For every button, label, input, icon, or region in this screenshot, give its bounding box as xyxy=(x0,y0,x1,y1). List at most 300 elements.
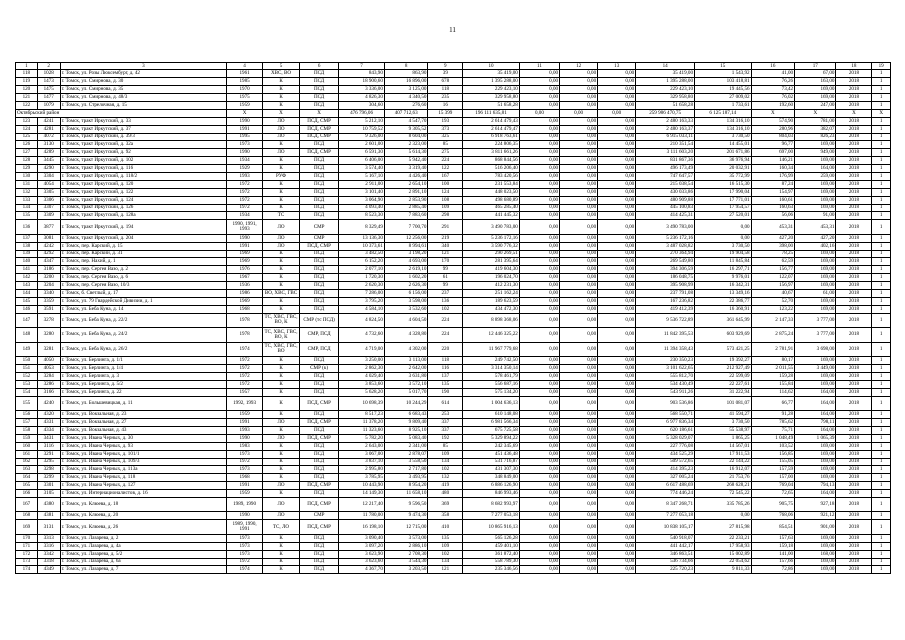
work-flag-cell: 1 xyxy=(872,290,891,298)
address-cell: г. Томск, ул. Ивана Черных, д. 113а xyxy=(60,466,227,474)
total-area-cell: 14 149,30 xyxy=(339,490,385,498)
work-kind-cell: К xyxy=(263,180,300,188)
cost-local-cell: 0,00 xyxy=(598,258,636,266)
cost-owners-cell: 10 838 105,17 xyxy=(636,520,695,535)
cost-budget-cell: 0,00 xyxy=(560,342,598,357)
cost-extra-cell: 573 421,25 xyxy=(695,342,752,357)
work-type-cell: ПСД xyxy=(300,141,339,149)
residents-cell: 337 xyxy=(428,419,463,427)
cost-extra-cell: 16 515,30 xyxy=(695,180,752,188)
work-kind-cell: РУФ xyxy=(263,172,300,180)
max-unit-cost-cell: 781,00 xyxy=(795,117,836,125)
work-type-cell: СМР xyxy=(300,512,339,520)
register-table xyxy=(15,62,891,574)
cost-budget-cell: 0,00 xyxy=(560,458,598,466)
row-number-cell: 153 xyxy=(16,380,38,388)
planned-year-cell: 2018 xyxy=(836,125,872,133)
work-type-cell: ПСД xyxy=(300,282,339,290)
address-cell: г. Томск, ул. Стрелочная, д. 15 xyxy=(60,101,227,109)
total-cost-cell: 51 658,28 xyxy=(463,101,520,109)
unit-cost-cell: 574,90 xyxy=(751,117,795,125)
build-year-cell: 1973 xyxy=(227,450,263,458)
row-number-cell: 129 xyxy=(16,165,38,173)
work-flag-cell: 1 xyxy=(872,497,891,512)
living-area-cell: 2 654,10 xyxy=(384,180,428,188)
column-number: 18 xyxy=(836,63,872,70)
work-type-cell: ПСД xyxy=(300,550,339,558)
address-cell: г. Томск, пер. Сергея Вазо, д. 2 xyxy=(60,266,227,274)
total-area-cell: 3 336,00 xyxy=(339,86,385,94)
house-id-cell: 4241 xyxy=(37,117,60,125)
total-cost-cell: 10 865 916,13 xyxy=(463,520,520,535)
cost-budget-cell: 0,00 xyxy=(560,466,598,474)
planned-year-cell: 2018 xyxy=(836,466,872,474)
unit-cost-cell: 155,05 xyxy=(751,458,795,466)
cost-local-cell: 0,00 xyxy=(598,297,636,305)
living-area-cell: 8 604,00 xyxy=(384,133,428,141)
cost-budget-cell: 0,00 xyxy=(560,490,598,498)
row-number-cell: 168 xyxy=(16,512,38,520)
table-row xyxy=(16,342,891,357)
house-id-cell: 4289 xyxy=(37,149,60,157)
row-number-cell: 131 xyxy=(16,180,38,188)
cost-owners-cell: 270 364,94 xyxy=(636,250,695,258)
residents-cell: 124 xyxy=(428,188,463,196)
unit-cost-cell: 41,00 xyxy=(751,70,795,78)
unit-cost-cell: 156,97 xyxy=(751,282,795,290)
table-row xyxy=(16,141,891,149)
build-year-cell: 1973 xyxy=(227,542,263,550)
table-row xyxy=(16,305,891,313)
unit-cost-cell: 72,86 xyxy=(751,566,795,574)
address-cell: г. Томск, тракт Иркутский, д. 204 xyxy=(60,234,227,242)
address-cell: г. Томск, ул. Лазарева, д. 2 xyxy=(60,534,227,542)
column-number-row xyxy=(16,63,891,70)
house-id-cell: 3295 xyxy=(37,458,60,466)
house-id-cell: 4381 xyxy=(37,512,60,520)
work-flag-cell: 1 xyxy=(872,188,891,196)
build-year-cell: 1969 xyxy=(227,258,263,266)
table-row xyxy=(16,396,891,411)
work-flag-cell: 1 xyxy=(872,373,891,381)
cost-extra-cell: 15 002,89 xyxy=(695,550,752,558)
build-year-cell: 1972 xyxy=(227,188,263,196)
work-type-cell: ПСД xyxy=(300,180,339,188)
max-unit-cost-cell: 168,00 xyxy=(795,550,836,558)
build-year-cell: 1970 xyxy=(227,86,263,94)
work-flag-cell: 1 xyxy=(872,234,891,242)
column-number: 15 xyxy=(695,63,752,70)
work-type-cell: ПСД xyxy=(300,450,339,458)
cost-extra-cell: 1 733,61 xyxy=(695,101,752,109)
total-cost-cell: 783 420,56 xyxy=(463,172,520,180)
total-area-cell: 5 212,10 xyxy=(339,117,385,125)
row-number-cell: 122 xyxy=(16,101,38,109)
living-area-cell: 16 896,00 xyxy=(384,78,428,86)
living-area-cell: 2 853,90 xyxy=(384,196,428,204)
total-cost-cell: 3 490 783,00 xyxy=(463,220,520,235)
living-area-cell: 9 474,30 xyxy=(384,512,428,520)
cost-extra-cell: 19 392,27 xyxy=(695,357,752,365)
max-unit-cost-cell: 1 065,39 xyxy=(795,434,836,442)
max-unit-cost-cell: 169,00 xyxy=(795,442,836,450)
row-number-cell: 174 xyxy=(16,566,38,574)
total-cost-cell: 35 419,00 xyxy=(463,70,520,78)
cost-budget-cell: 0,00 xyxy=(560,94,598,102)
row-number-cell: 136 xyxy=(16,220,38,235)
living-area-cell: 9 596,50 xyxy=(384,497,428,512)
cost-extra-cell: 22 233,21 xyxy=(695,534,752,542)
subtotal-cell: 476 796,06 xyxy=(339,109,385,117)
build-year-cell: 1989, 1990, 1991 xyxy=(227,520,263,535)
living-area-cell: 8 994,61 xyxy=(384,242,428,250)
row-number-cell: 130 xyxy=(16,172,38,180)
planned-year-cell: 2018 xyxy=(836,396,872,411)
table-row xyxy=(16,133,891,141)
cost-local-cell: 0,00 xyxy=(598,78,636,86)
cost-owners-cell: 831 867,36 xyxy=(636,157,695,165)
total-cost-cell: 5 236 172,16 xyxy=(463,234,520,242)
cost-owners-cell: 3 101 622,65 xyxy=(636,365,695,373)
work-flag-cell: 1 xyxy=(872,125,891,133)
total-area-cell: 4 824,50 xyxy=(339,313,385,328)
max-unit-cost-cell: 169,00 xyxy=(795,380,836,388)
planned-year-cell: 2018 xyxy=(836,70,872,78)
build-year-cell: 1934 xyxy=(227,212,263,220)
total-area-cell: 5 782,20 xyxy=(339,434,385,442)
address-cell: г. Томск, ул. Вокзальная, д. 27 xyxy=(60,419,227,427)
work-type-cell: СМР (тс ПСД) xyxy=(300,313,339,328)
house-id-cell: 3131 xyxy=(37,520,60,535)
work-kind-cell: К xyxy=(263,550,300,558)
cost-local-cell: 0,00 xyxy=(598,220,636,235)
cost-owners-cell: 419 412,39 xyxy=(636,305,695,313)
living-area-cell: 3 125,00 xyxy=(384,86,428,94)
max-unit-cost-cell: 169,00 xyxy=(795,250,836,258)
row-number-cell: 143 xyxy=(16,282,38,290)
cost-budget-cell: 0,00 xyxy=(560,117,598,125)
address-cell: г. Томск, ул. Лазарева, д. 4а xyxy=(60,542,227,550)
cost-local-cell: 0,00 xyxy=(598,411,636,419)
work-type-cell: СМР (к) xyxy=(300,365,339,373)
living-area-cell: 2 626,30 xyxy=(384,282,428,290)
house-id-cell: 3359 xyxy=(37,297,60,305)
table-row xyxy=(16,274,891,282)
house-id-cell: 3105 xyxy=(37,490,60,498)
cost-fund-cell: 0,00 xyxy=(519,373,559,381)
cost-fund-cell: 0,00 xyxy=(519,442,559,450)
residents-cell: 480 xyxy=(428,490,463,498)
cost-owners-cell: 555 812,70 xyxy=(636,373,695,381)
total-area-cell: 3 795,20 xyxy=(339,297,385,305)
address-cell: г. Томск, ул. Лазарева, д. 7 xyxy=(60,566,227,574)
unit-cost-cell: 2 875,24 xyxy=(751,328,795,343)
cost-budget-cell: 0,00 xyxy=(560,396,598,411)
total-cost-cell: 1 004 636,13 xyxy=(463,396,520,411)
cost-owners-cell: 747 647,57 xyxy=(636,172,695,180)
cost-owners-cell: 230 350,23 xyxy=(636,357,695,365)
subtotal-cell: 0,00 xyxy=(598,109,636,117)
table-row xyxy=(16,78,891,86)
work-kind-cell: К xyxy=(263,188,300,196)
cost-fund-cell: 0,00 xyxy=(519,101,559,109)
house-id-cell: 4292 xyxy=(37,250,60,258)
house-id-cell: 4072 xyxy=(37,133,60,141)
cost-extra-cell: 22 054,62 xyxy=(695,558,752,566)
house-id-cell: 3877 xyxy=(37,220,60,235)
total-cost-cell: 556 687,16 xyxy=(463,380,520,388)
cost-local-cell: 0,00 xyxy=(598,490,636,498)
total-cost-cell: 251 162,24 xyxy=(463,290,520,298)
cost-local-cell: 0,00 xyxy=(598,94,636,102)
work-type-cell: ПСД, СМР xyxy=(300,482,339,490)
cost-owners-cell: 2 480 163,33 xyxy=(636,117,695,125)
work-kind-cell: ЛО xyxy=(263,482,300,490)
unit-cost-cell: 73,42 xyxy=(751,86,795,94)
row-number-cell: 133 xyxy=(16,196,38,204)
total-area-cell: 8 329,49 xyxy=(339,220,385,235)
work-kind-cell: ЛО xyxy=(263,117,300,125)
cost-budget-cell: 0,00 xyxy=(560,373,598,381)
work-flag-cell: 1 xyxy=(872,274,891,282)
planned-year-cell: 2018 xyxy=(836,482,872,490)
work-flag-cell: 1 xyxy=(872,566,891,574)
work-kind-cell: К xyxy=(263,357,300,365)
house-id-cell: 4380 xyxy=(37,497,60,512)
cost-extra-cell: 22 144,22 xyxy=(695,458,752,466)
unit-cost-cell: 192,60 xyxy=(751,101,795,109)
unit-cost-cell: 155,84 xyxy=(751,380,795,388)
planned-year-cell: 2018 xyxy=(836,274,872,282)
house-id-cell: 3307 xyxy=(37,204,60,212)
column-number: 8 xyxy=(384,63,428,70)
build-year-cell: 1961 xyxy=(227,70,263,78)
cost-local-cell: 0,00 xyxy=(598,520,636,535)
cost-fund-cell: 0,00 xyxy=(519,534,559,542)
cost-budget-cell: 0,00 xyxy=(560,442,598,450)
address-cell: г. Томск, ул. Ивана Черных, д. 118 xyxy=(60,474,227,482)
work-kind-cell: К xyxy=(263,365,300,373)
row-number-cell: 152 xyxy=(16,373,38,381)
column-number: 6 xyxy=(300,63,339,70)
planned-year-cell: 2018 xyxy=(836,497,872,512)
work-flag-cell: 1 xyxy=(872,133,891,141)
planned-year-cell: 2018 xyxy=(836,250,872,258)
house-id-cell: 4050 xyxy=(37,357,60,365)
residents-cell: 219 xyxy=(428,234,463,242)
unit-cost-cell: 80,17 xyxy=(751,357,795,365)
work-type-cell: ПСД xyxy=(300,101,339,109)
work-kind-cell: ЛО xyxy=(263,497,300,512)
unit-cost-cell: 905,75 xyxy=(751,497,795,512)
total-area-cell: 8 523,30 xyxy=(339,212,385,220)
register-rows xyxy=(16,70,891,574)
living-area-cell: 3 198,20 xyxy=(384,250,428,258)
work-type-cell: ПСД xyxy=(300,411,339,419)
planned-year-cell: 2018 xyxy=(836,133,872,141)
cost-extra-cell: 16 297,71 xyxy=(695,266,752,274)
max-unit-cost-cell: 453,31 xyxy=(795,220,836,235)
living-area-cell: 6 156,00 xyxy=(384,290,428,298)
cost-local-cell: 0,00 xyxy=(598,442,636,450)
build-year-cell: 1969 xyxy=(227,297,263,305)
cost-budget-cell: 0,00 xyxy=(560,133,598,141)
cost-extra-cell: 27 815,98 xyxy=(695,520,752,535)
living-area-cell: 9 305,52 xyxy=(384,125,428,133)
cost-owners-cell: 186 048,75 xyxy=(636,274,695,282)
address-cell: г. Томск, тракт Иркутский, д. 92 xyxy=(60,149,227,157)
cost-budget-cell: 0,00 xyxy=(560,196,598,204)
residents-cell: 410 xyxy=(428,520,463,535)
cost-budget-cell: 0,00 xyxy=(560,165,598,173)
column-number: 16 xyxy=(751,63,795,70)
work-flag-cell: 1 xyxy=(872,250,891,258)
living-area-cell: 276,60 xyxy=(384,101,428,109)
address-cell: г. Томск, ул. Берлинга, д. 1/1 xyxy=(60,357,227,365)
work-kind-cell: ЛО xyxy=(263,434,300,442)
planned-year-cell: 2018 xyxy=(836,357,872,365)
residents-cell: 135 xyxy=(428,534,463,542)
table-row xyxy=(16,297,891,305)
total-cost-cell: 565 126,28 xyxy=(463,534,520,542)
row-number-cell: 134 xyxy=(16,204,38,212)
living-area-cell: 11 658,10 xyxy=(384,490,428,498)
cost-fund-cell: 0,00 xyxy=(519,466,559,474)
address-cell: г. Томск, ул. Ивана Черных, д. 101/1 xyxy=(60,450,227,458)
work-flag-cell: 1 xyxy=(872,117,891,125)
work-flag-cell: 1 xyxy=(872,305,891,313)
max-unit-cost-cell: 169,00 xyxy=(795,566,836,574)
cost-local-cell: 0,00 xyxy=(598,188,636,196)
work-kind-cell: ТС xyxy=(263,212,300,220)
table-row xyxy=(16,357,891,365)
work-type-cell: ПСД xyxy=(300,196,339,204)
total-area-cell: 11 780,00 xyxy=(339,512,385,520)
residents-cell: 102 xyxy=(428,305,463,313)
house-id-cell: 3130 xyxy=(37,141,60,149)
total-cost-cell: 5 329 894,22 xyxy=(463,434,520,442)
cost-fund-cell: 0,00 xyxy=(519,70,559,78)
residents-cell: 122 xyxy=(428,165,463,173)
cost-local-cell: 0,00 xyxy=(598,426,636,434)
total-cost-cell: 361 872,40 xyxy=(463,550,520,558)
work-kind-cell: К xyxy=(263,411,300,419)
total-area-cell: 5 628,20 xyxy=(339,388,385,396)
build-year-cell: 1990 xyxy=(227,117,263,125)
cost-local-cell: 0,00 xyxy=(598,274,636,282)
address-cell: г. Томск, ул. Беба Куна, д. 24/2 xyxy=(60,328,227,343)
row-number-cell: 151 xyxy=(16,365,38,373)
total-cost-cell: 12 446 325,22 xyxy=(463,328,520,343)
row-number-cell: 120 xyxy=(16,86,38,94)
living-area-cell: 2 323,00 xyxy=(384,141,428,149)
build-year-cell: 1957 xyxy=(227,388,263,396)
build-year-cell: 1974 xyxy=(227,342,263,357)
house-id-cell: 4054 xyxy=(37,180,60,188)
work-type-cell: ПСД xyxy=(300,94,339,102)
address-cell: г. Томск, ул. Розы Люксембург, д. 42 xyxy=(60,70,227,78)
max-unit-cost-cell: 169,00 xyxy=(795,180,836,188)
residents-cell: 193 xyxy=(428,117,463,125)
column-number: 12 xyxy=(560,63,598,70)
house-id-cell: 1028 xyxy=(37,70,60,78)
living-area-cell: 2 642,00 xyxy=(384,365,428,373)
address-cell: г. Томск, ул. Клюева, д. 20 xyxy=(60,512,227,520)
unit-cost-cell: 56,06 xyxy=(751,212,795,220)
cost-local-cell: 0,00 xyxy=(598,396,636,411)
cost-owners-cell: 3 111 603,20 xyxy=(636,149,695,157)
total-cost-cell: 229 423,10 xyxy=(463,86,520,94)
cost-budget-cell: 0,00 xyxy=(560,550,598,558)
build-year-cell: 1968 xyxy=(227,305,263,313)
total-cost-cell: 498 680,89 xyxy=(463,196,520,204)
cost-budget-cell: 0,00 xyxy=(560,297,598,305)
build-year-cell: 1934 xyxy=(227,157,263,165)
house-id-cell: 1475 xyxy=(37,86,60,94)
max-unit-cost-cell: 949,00 xyxy=(795,149,836,157)
total-cost-cell: 846 993,46 xyxy=(463,490,520,498)
work-type-cell: ПСД xyxy=(300,274,339,282)
planned-year-cell: 2018 xyxy=(836,172,872,180)
total-cost-cell: 249 742,50 xyxy=(463,357,520,365)
cost-extra-cell: 268 628,21 xyxy=(695,482,752,490)
build-year-cell: 1993 xyxy=(227,426,263,434)
column-number: 5 xyxy=(263,63,300,70)
total-cost-cell: 675 725,58 xyxy=(463,426,520,434)
work-kind-cell: К xyxy=(263,157,300,165)
table-row xyxy=(16,566,891,574)
work-type-cell: ПСД xyxy=(300,78,339,86)
subtotal-cell: 15 399 xyxy=(428,109,463,117)
work-flag-cell: 1 xyxy=(872,86,891,94)
cost-budget-cell: 0,00 xyxy=(560,305,598,313)
cost-budget-cell: 0,00 xyxy=(560,474,598,482)
cost-owners-cell: 167 236,82 xyxy=(636,297,695,305)
residents-cell: 224 xyxy=(428,157,463,165)
unit-cost-cell: 785,62 xyxy=(751,419,795,427)
work-kind-cell: К xyxy=(263,305,300,313)
work-flag-cell: 1 xyxy=(872,419,891,427)
work-type-cell: ПСД xyxy=(300,466,339,474)
cost-owners-cell: 237 791,08 xyxy=(636,290,695,298)
cost-budget-cell: 0,00 xyxy=(560,450,598,458)
build-year-cell: 1959 xyxy=(227,490,263,498)
living-area-cell: 3 631,80 xyxy=(384,373,428,381)
cost-fund-cell: 0,00 xyxy=(519,266,559,274)
cost-fund-cell: 0,00 xyxy=(519,258,559,266)
house-id-cell: 3316 xyxy=(37,542,60,550)
total-cost-cell: 448 023,50 xyxy=(463,188,520,196)
cost-budget-cell: 0,00 xyxy=(560,497,598,512)
total-area-cell: 16 198,10 xyxy=(339,520,385,535)
total-cost-cell: 2 614 479,47 xyxy=(463,125,520,133)
cost-local-cell: 0,00 xyxy=(598,86,636,94)
table-row xyxy=(16,512,891,520)
living-area-cell: 8 925,10 xyxy=(384,426,428,434)
build-year-cell: 1972 xyxy=(227,357,263,365)
residents-cell: 132 xyxy=(428,474,463,482)
house-id-cell: 3204 xyxy=(37,282,60,290)
cost-local-cell: 0,00 xyxy=(598,434,636,442)
unit-cost-cell: 76,26 xyxy=(751,78,795,86)
build-year-cell: 1992, 1993 xyxy=(227,396,263,411)
planned-year-cell: 2018 xyxy=(836,474,872,482)
residents-cell: 237 xyxy=(428,290,463,298)
cost-local-cell: 0,00 xyxy=(598,365,636,373)
row-number-cell: 126 xyxy=(16,141,38,149)
unit-cost-cell: 78,25 xyxy=(751,250,795,258)
cost-local-cell: 0,00 xyxy=(598,542,636,550)
